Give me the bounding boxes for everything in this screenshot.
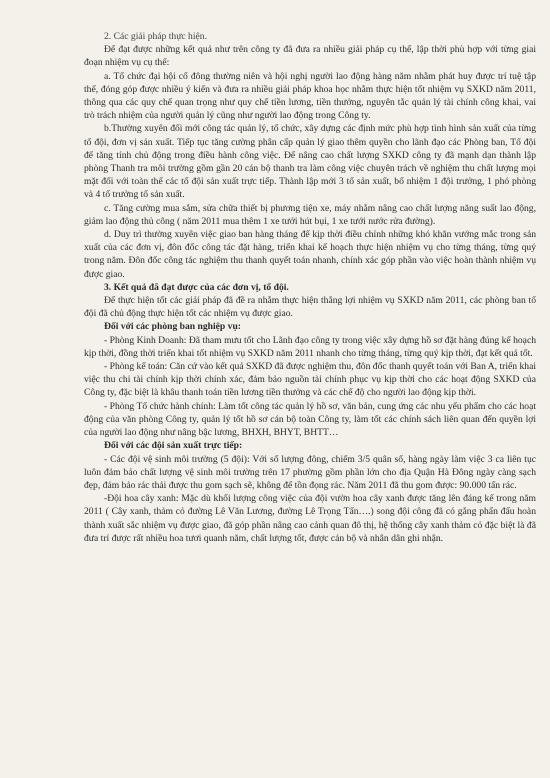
production-teams-heading: Đối với các đội sản xuất trực tiếp: xyxy=(104,440,243,452)
intro-paragraph: Để đạt được những kết quả như trên công ty đã đưa ra nhiều giải pháp cụ thể, lập thời phù hợp với từng giai đoạn nhiệm vụ cụ thể: xyxy=(84,44,536,69)
section-2-heading: 2. Các giải pháp thực hiện. xyxy=(104,31,207,42)
solution-d: d. Duy trì thường xuyên việc giao ban hàng tháng để kịp thời điều chỉnh những khó khăn vướng mắc trong sản xuất của các đơn vị, đôn đốc công tác đặt hàng, triển khai kế hoạch thực hiện nhiệm vụ cho từng tháng, từng quý trong năm. Đôn đốc công tác nghiệm thu thanh quyết toán nhanh, chính xác góp phần vào việc hoàn thành nhiệm vụ được giao. xyxy=(84,229,536,280)
greenery-team: -Đội hoa cây xanh: Mặc dù khối lượng công việc của đội vườn hoa cây xanh được tăng lên đáng kể trong năm 2011 ( Cây xanh, thảm cỏ đường Lê Văn Lương, đường Lê Trọng Tấn….) song đội công đã có gắng phấn đấu hoàn thành xuất sắc nhiệm vụ được giao, đã góp phần nâng cao cảnh quan đô thị, hệ thống cây xanh thảm cỏ đặc biệt là đã đưa trí được rất nhiều hoa tươi quanh năm, chất lượng tốt, được cán bộ và nhân dân ghi nhận. xyxy=(84,493,536,544)
business-dept: - Phòng Kinh Doanh: Đã tham mưu tốt cho Lãnh đạo công ty trong việc xây dựng hồ sơ đặt hàng đúng kế hoạch kịp thời, đồng thời triển khai tốt nhiệm vụ SXKD năm 2011 nhanh cho từng tháng, từng quý kịp thời, đạt kết quả tốt. xyxy=(84,334,536,359)
admin-dept: - Phòng Tổ chức hành chính: Làm tốt công tác quản lý hồ sơ, văn bản, cung ứng các nhu yếu phẩm cho các hoạt động của văn phòng Công ty, quản lý tốt hồ sơ cán bộ toàn Công ty, làm tốt các chính sách liên quan đến quyền lợi của người lao động như nâng bậc lương, BHXH, BHYT, BHTT… xyxy=(84,400,536,439)
accounting-dept: - Phòng kế toán: Căn cứ vào kết quả SXKD đã được nghiệm thu, đôn đốc thanh quyết toán với Ban A, triển khai việc thu chi tài chính kịp thời chính xác, đảm bảo nguồn tài chính phục vụ kịp thời cho các hoạt động SXKD của Công ty, đặc biệt là khâu thanh toán tiền lương tiền thưởng và các chế độ cho người lao động kịp thời. xyxy=(84,361,536,399)
solution-b: b.Thường xuyên đổi mới công tác quản lý, tổ chức, xây dựng các định mức phù hợp tình hình sản xuất của từng tổ đội, đơn vị sản xuất. Tiếp tục tăng cường phân cấp quản lý giao thêm quyền cho lãnh đạo các Phòng ban, Tổ đội để tăng tính chủ động trong điều hành công việc. Để nâng cao chất lượng SXKD công ty đã mạnh dạn thành lập phòng Thanh tra môi trường gồm gần 20 cán bộ thanh tra làm công việc chuyên trách về nghiệm thu chất lượng mọi mặt đối với toàn thể các tổ đội sản xuất trực tiếp. Thành lập mới 3 tổ sản xuất, bổ nhiệm 1 đội trưởng, 1 phó phòng và 4 tổ trưởng tổ sản xuất. xyxy=(84,123,536,201)
section-3-heading: 3. Kết quả đã đạt được của các đơn vị, tổ đội. xyxy=(104,281,289,293)
solution-a: a. Tổ chức đại hội cổ đông thường niên và hội nghị người lao động hàng năm nhằm phát huy được trí tuệ tập thể, đóng góp được nhiều ý kiến và đưa ra nhiều giải pháp khoa học nhằm thực hiện tốt nhiệm vụ SXKD năm 2011, thông qua các quy chế quan trọng như quy chế tiền lương, tiền thưởng, nguyên tắc quản lý tài chính công khai, vai trò trách nhiệm của người quản lý cũng như người lao động trong Công ty. xyxy=(84,70,536,122)
sanitation-teams: - Các đội vệ sinh môi trường (5 đội): Với số lượng đông, chiếm 3/5 quân số, hàng ngày làm việc 3 ca liên tục luôn đảm bảo chất lượng vệ sinh môi trường trên 17 phường gồm phần lớn cho địa Quận Hà Đông ngày càng sạch đẹp, đảm bảo rác thải được thu gom sạch sẽ, không để tồn đọng rác. Năm 2011 đã thu gom được: 90.000 tấn rác. xyxy=(84,453,536,491)
section-3-intro: Để thực hiện tốt các giải pháp đã đề ra nhằm thực hiện thắng lợi nhiệm vụ SXKD năm 2011, các phòng ban tổ đội đã chủ động thực hiện tốt các nhiệm vụ được giao. xyxy=(84,295,536,320)
solution-c: c. Tăng cường mua sắm, sửa chữa thiết bị phương tiện xe, máy nhằm nâng cao chất lượng năng suất lao động, giảm lao động thủ công ( năm 2011 mua thêm 1 xe tưới hút bụi, 1 xe tưới nước rửa đường). xyxy=(84,202,536,227)
departments-heading: Đối với các phòng ban nghiệp vụ: xyxy=(104,321,241,333)
